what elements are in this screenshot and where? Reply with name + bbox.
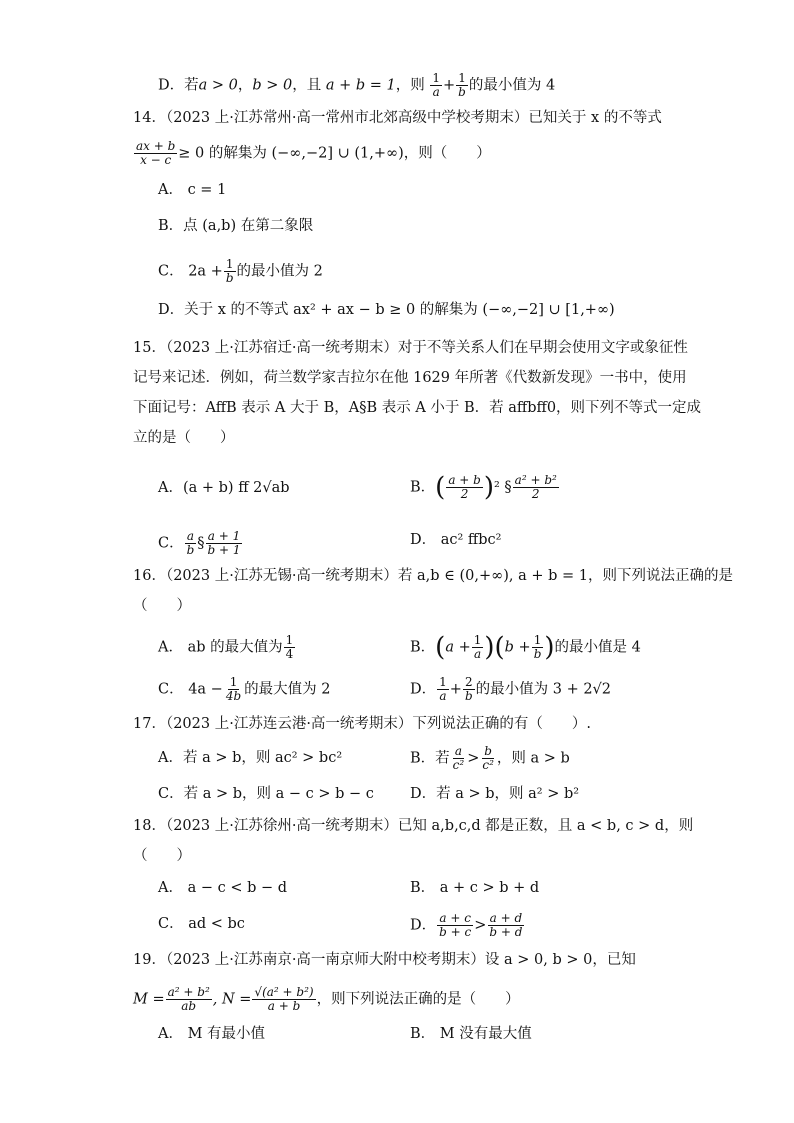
text: 的最小值为 2 (236, 263, 323, 280)
numerator: a + d (489, 911, 523, 925)
q14-option-a: A． c = 1 (158, 182, 227, 198)
numerator: ax + b (136, 139, 176, 153)
text: M = (133, 991, 165, 1008)
numerator: a + b (448, 473, 481, 487)
denominator: c² (452, 758, 465, 772)
q18-stem-1: 18．（2023 上·江苏徐州·高一统考期末）已知 a,b,c,d 都是正数，且 a < b, c > d，则 (133, 818, 694, 834)
fraction (487, 912, 524, 939)
fraction (437, 676, 449, 703)
numerator: 1 (432, 71, 441, 85)
denominator: a (473, 647, 482, 661)
q14-option-b: B．点 (a,b) 在第二象限 (158, 218, 314, 234)
q19-stem-1: 19．（2023 上·江苏南京·高一南京师大附中校考期末）设 a > 0, b > 0，已知 (133, 952, 636, 968)
numerator: a² + b² (514, 473, 557, 487)
fraction (437, 912, 473, 939)
denominator: b + 1 (207, 543, 241, 557)
fraction (472, 634, 484, 661)
numerator: a² + b² (167, 985, 210, 999)
fraction (284, 634, 296, 661)
denominator: 2 (531, 487, 540, 501)
text: 的最大值为 2 (244, 681, 331, 698)
fraction (513, 474, 559, 501)
denominator: b + c (439, 925, 472, 939)
paren: ) (483, 472, 494, 503)
fraction (252, 986, 315, 1013)
q19-stem-2 (133, 986, 520, 1013)
numerator: 1 (229, 675, 238, 689)
q19-option-a: A． M 有最小值 (158, 1026, 266, 1042)
numerator: b (484, 744, 492, 758)
text: a + (445, 639, 471, 656)
text: C． (158, 535, 184, 552)
q16-option-a (158, 634, 296, 661)
q17-option-b (410, 745, 570, 772)
denominator: a + b (267, 999, 301, 1013)
paren: )( (484, 632, 505, 663)
denominator: ab (181, 999, 197, 1013)
text: ，则下列说法正确的是（ ） (316, 991, 520, 1008)
q18-option-d (410, 912, 525, 939)
numerator: a (454, 744, 462, 758)
text: § (197, 535, 205, 552)
text: D． (410, 681, 437, 698)
denominator: b (464, 689, 473, 703)
text: ² § (494, 479, 512, 496)
numerator: 1 (533, 633, 542, 647)
denominator: a (432, 85, 440, 99)
denominator: b (225, 271, 234, 285)
text: ≥ 0 的解集为 (−∞,−2] ∪ (1,+∞)，则（ ） (178, 145, 491, 162)
q17-option-d: D．若 a > b，则 a² > b² (410, 786, 580, 802)
text: + (449, 681, 462, 698)
text: C． 4a − (158, 681, 223, 698)
math-expr: a + b = 1 (325, 77, 396, 94)
denominator: b (458, 85, 466, 99)
q17-option-c: C．若 a > b，则 a − c > b − c (158, 786, 374, 802)
q15-option-a: A．(a + b) ff 2√ab (158, 480, 290, 496)
math-expr: a > 0 (198, 77, 238, 94)
numerator: a (186, 529, 195, 543)
fraction (224, 676, 243, 703)
denominator: b (533, 647, 542, 661)
text: 的最小值为 4 (468, 77, 556, 94)
fraction (224, 258, 236, 285)
q15-stem-2: 记号来记述．例如，荷兰数学家吉拉尔在他 1629 年所著《代数新发现》一书中，使用 (133, 370, 687, 386)
q16-stem-2: （ ） (133, 598, 191, 614)
fraction (532, 634, 544, 661)
q18-option-b: B． a + c > b + d (410, 880, 540, 896)
text: B．若 (410, 750, 450, 767)
fraction (446, 474, 483, 501)
q18-option-a: A． a − c < b − d (158, 880, 288, 896)
q17-stem: 17．（2023 上·江苏连云港·高一统考期末）下列说法正确的有（ ）. (133, 716, 592, 732)
math-expr: b > 0 (252, 77, 293, 94)
fraction (185, 530, 197, 557)
text: , N = (212, 991, 252, 1008)
q15-option-c (158, 530, 244, 557)
q14-condition (133, 140, 491, 167)
fraction (480, 745, 496, 772)
fraction (430, 72, 442, 99)
denominator: c² (482, 758, 494, 772)
q16-stem-1: 16．（2023 上·江苏无锡·高一统考期末）若 a,b ∈ (0,+∞), a + b = 1，则下列说法正确的是 (133, 568, 734, 584)
numerator: 1 (439, 675, 447, 689)
fraction (166, 986, 212, 1013)
numerator: 1 (285, 633, 294, 647)
text: A． ab 的最大值为 (158, 639, 283, 656)
q15-stem-1: 15．（2023 上·江苏宿迁·高一统考期末）对于不等关系人们在早期会使用文字或象征性 (133, 340, 688, 356)
text: ，则 (395, 77, 425, 94)
q14-option-c (158, 258, 323, 285)
paren: ) (544, 632, 555, 663)
text: 的最小值是 4 (554, 639, 641, 656)
denominator: a (439, 689, 447, 703)
fraction (206, 530, 243, 557)
q18-option-c: C． ad < bc (158, 916, 245, 932)
fraction (134, 140, 177, 167)
text: B． (410, 479, 436, 496)
q16-option-d (410, 676, 611, 703)
q16-option-c (158, 676, 331, 703)
q15-stem-4: 立的是（ ） (133, 430, 235, 446)
denominator: 4b (225, 689, 242, 703)
text: D． (410, 917, 437, 934)
fraction (456, 72, 468, 99)
text: > (467, 750, 480, 767)
q17-option-a: A．若 a > b，则 ac² > bc² (158, 750, 343, 766)
text: C． 2a + (158, 263, 223, 280)
q13-option-d: D．若a > 0，b > 0，且 a + b = 1，则 $\frac{1}{a}$ + $\frac{1}{b}$ 的最小值为 4 (158, 71, 556, 99)
q15-option-b (410, 474, 560, 501)
q15-stem-3: 下面记号：AffB 表示 A 大于 B，A§B 表示 A 小于 B．若 affbff0，则下列不等式一定成 (133, 400, 702, 416)
numerator: √(a² + b²) (254, 985, 314, 999)
text: B． (410, 639, 436, 656)
text: 的最小值为 3 + 2√2 (475, 681, 612, 698)
q14-stem: 14．（2023 上·江苏常州·高一常州市北郊高级中学校考期末）已知关于 x 的不等式 (133, 110, 662, 126)
text: ，则 a > b (496, 750, 570, 767)
q18-stem-2: （ ） (133, 848, 191, 864)
q15-option-d: D． ac² ffbc² (410, 532, 502, 548)
denominator: x − c (140, 153, 172, 167)
numerator: 1 (225, 257, 234, 271)
numerator: 2 (464, 675, 473, 689)
denominator: b + d (489, 925, 523, 939)
paren: ( (435, 472, 446, 503)
q14-option-d: D．关于 x 的不等式 ax² + ax − b ≥ 0 的解集为 (−∞,−2] ∪ [1,+∞) (158, 302, 615, 318)
fraction (463, 676, 475, 703)
numerator: 1 (473, 633, 482, 647)
denominator: 4 (285, 647, 294, 661)
numerator: 1 (458, 71, 466, 85)
option-label: D．若 (158, 77, 199, 94)
text: b + (504, 639, 531, 656)
denominator: 2 (460, 487, 469, 501)
q16-option-b (410, 634, 641, 661)
numerator: a + c (439, 911, 471, 925)
denominator: b (186, 543, 195, 557)
text: > (474, 917, 487, 934)
fraction (451, 745, 467, 772)
q19-option-b: B． M 没有最大值 (410, 1026, 532, 1042)
numerator: a + 1 (207, 529, 241, 543)
paren: ( (435, 632, 446, 663)
